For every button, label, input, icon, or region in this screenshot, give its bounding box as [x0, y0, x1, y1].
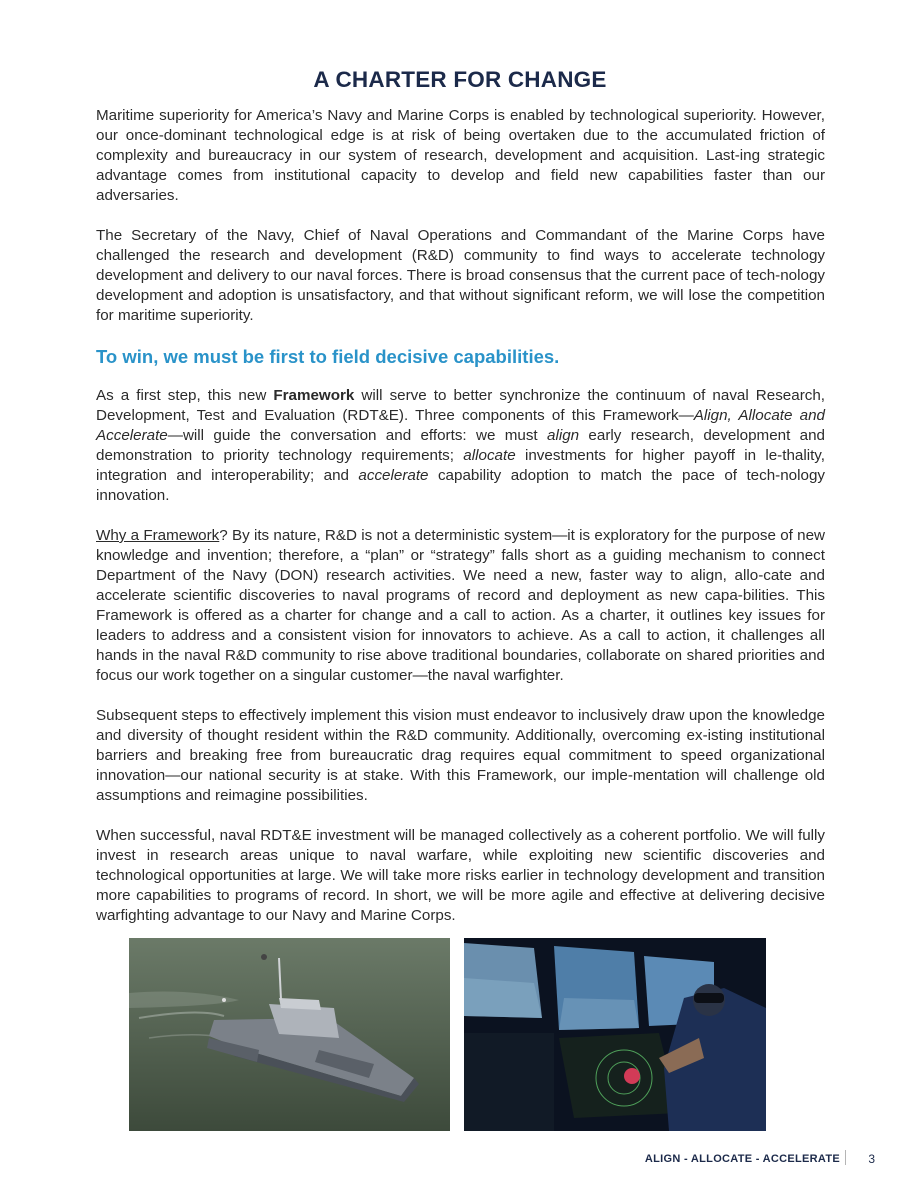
unmanned-vessel-photo: [129, 938, 450, 1131]
framework-paragraph: [96, 386, 825, 506]
page-number: 3: [868, 1152, 875, 1166]
page-title: A CHARTER FOR CHANGE: [313, 67, 607, 93]
main-content: [96, 106, 825, 946]
text-run: ? By its nature, R&D is not a deterministic system—it is exploratory for the purpose of new knowledge and invention; therefore, a “plan” or “strategy” falls short as a guiding mechanism to connect Department of the Navy (DON) research activities. We need a new, faster way to align, allo-cate and accelerate scientific discoveries to naval programs of record and deployment as new capa-bilities. This Framework is offered as a charter for change and a call to action. As a charter, it outlines key issues for leaders to address and a consistent vision for innovators to achieve. As a call to action, it challenges all hands in the naval R&D community to rise above traditional boundaries, collaborate on shared priorities and focus our work together on a singular customer—the naval warfighter.: [96, 527, 825, 684]
text-run: capability adoption to match the pace of tech-nology innovation.: [96, 467, 825, 504]
framework-bold: Framework: [273, 387, 355, 404]
challenge-paragraph: The Secretary of the Navy, Chief of Naval Operations and Commandant of the Marine Corps have challenged the research and development (R&D) community to find ways to accelerate technology development and delivery to our naval forces. There is broad consensus that the current pace of tech-nology development and adoption is unsatisfactory, and that without significant reform, we will lose the competition for maritime superiority.: [96, 227, 825, 324]
text-run: —will guide the conversation and efforts: we must: [167, 427, 547, 444]
why-framework-link[interactable]: Why a Framework: [96, 527, 220, 544]
components-italic: Align, Allocate and Accelerate: [96, 407, 825, 444]
simulator-photo: [464, 938, 766, 1131]
text-run: investments for higher payoff in le-thality, integration and interoperability; and: [96, 447, 825, 484]
accelerate-italic: accelerate: [358, 467, 429, 484]
success-paragraph: When successful, naval RDT&E investment will be managed collectively as a coherent portfolio. We will fully invest in research areas unique to naval warfare, while exploiting new scientific discoveries and technological opportunities at large. We will take more risks earlier in technology development and transition more capabilities to programs of record. In short, we will be more agile and effective at delivering decisive warfighting advantage to our Navy and Marine Corps.: [96, 827, 825, 924]
text-run: As a first step, this new: [96, 387, 274, 404]
align-italic: align: [547, 427, 580, 444]
intro-paragraph: Maritime superiority for America’s Navy and Marine Corps is enabled by technological superiority. However, our once-dominant technological edge is at risk of being overtaken due to the accumulated friction of complexity and bureaucracy in our system of research, development and acquisition. Last-ing strategic advantage comes from institutional capacity to develop and field new capabilities faster than our adversaries.: [96, 107, 825, 204]
allocate-italic: allocate: [463, 447, 516, 464]
next-steps-paragraph: Subsequent steps to effectively implement this vision must endeavor to inclusively draw upon the knowledge and diversity of thought resident within the R&D community. Additionally, overcoming ex-isting institutional barriers and breaking free from bureaucratic drag requires equal commitment to speed organizational innovation—our national security is at stake. With this Framework, our imple-mentation will challenge old assumptions and reimagine possibilities.: [96, 707, 825, 804]
footer-divider: [845, 1150, 846, 1165]
section-subheading: To win, we must be first to field decisive capabilities.: [96, 346, 560, 367]
text-run: early research, development and demonstration to priority technology requirements;: [96, 427, 825, 464]
footer-tagline: ALIGN - ALLOCATE - ACCELERATE: [644, 1153, 840, 1165]
text-run: will serve to better synchronize the continuum of naval Research, Development, Test and Evaluation (RDT&E). Three components of this Framework—: [96, 387, 826, 424]
page-footer: [600, 1150, 880, 1168]
why-framework-paragraph: [96, 526, 825, 686]
